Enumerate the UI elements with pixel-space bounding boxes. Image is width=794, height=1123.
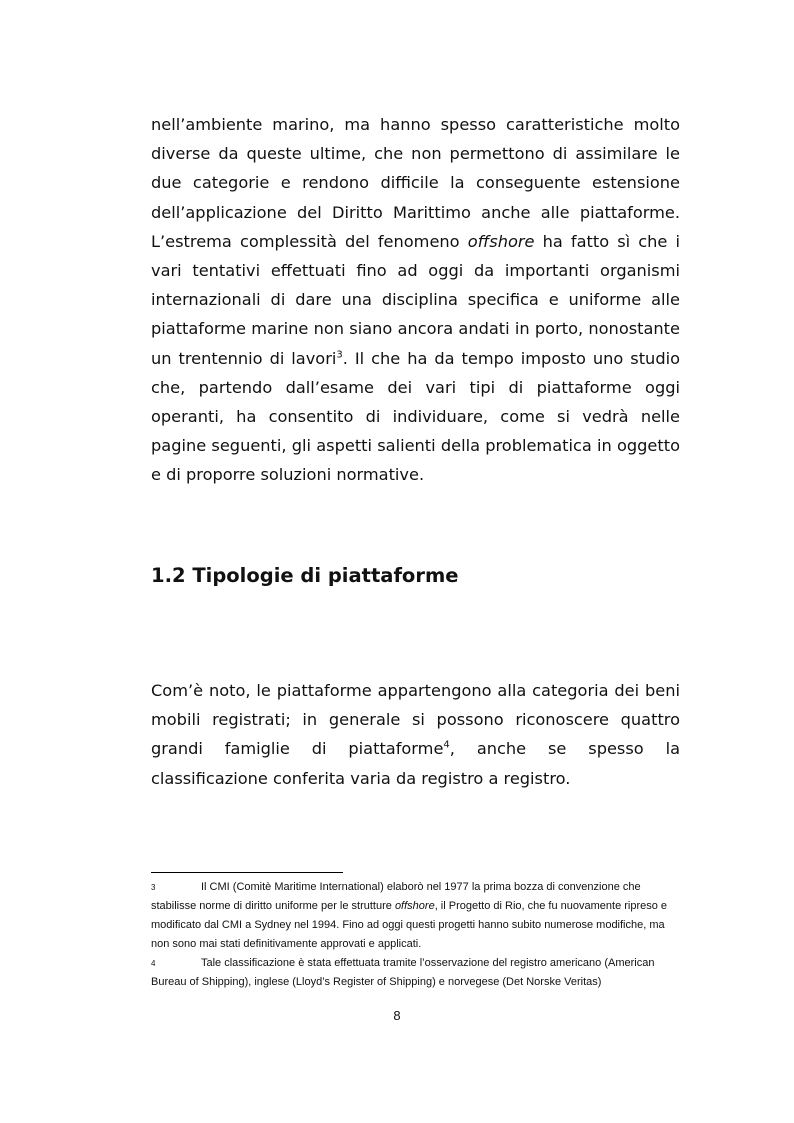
- footnote-3: [151, 878, 680, 954]
- paragraph-text: . Il che ha da tempo imposto uno studio che, partendo dall’esame dei vari tipi di piattaforme oggi operanti, ha consentito di individuare, come si vedrà nelle pagine seguenti, gli aspetti salienti della problematica in oggetto e di proporre soluzioni normative.: [151, 348, 680, 485]
- body-paragraph-1: [151, 110, 680, 490]
- italic-term: offshore: [467, 231, 535, 251]
- footnote-4: [151, 954, 680, 992]
- section-heading: 1.2 Tipologie di piattaforme: [151, 564, 459, 587]
- paragraph-text: , anche se spesso la classificazione conferita varia da registro a registro.: [151, 739, 680, 788]
- page-number: 8: [393, 1008, 401, 1023]
- footnotes: [151, 878, 680, 992]
- paragraph-text: ha fatto sì che i vari tentativi effettuati fino ad oggi da importanti organismi internazionali di dare una disciplina specifica e uniforme alle piattaforme marine non siano ancora andati in porto, nonostante un trentennio di lavori: [151, 231, 681, 368]
- footnote-text: Il CMI (Comitè Maritime International) elaborò nel 1977 la prima bozza di convenzione che stabilisse norme di diritto uniforme per le strutture: [151, 881, 641, 912]
- footnote-text: Tale classificazione è stata effettuata tramite l’osservazione del registro americano (American Bureau of Shipping), inglese (Lloyd’s Register of Shipping) e norvegese (Det Norske Veritas): [151, 957, 655, 988]
- footnote-ref-3: 3: [336, 349, 343, 361]
- paragraph-text: Com’è noto, le piattaforme appartengono alla categoria dei beni mobili registrati; in generale si possono riconoscere quattro grandi famiglie di piattaforme: [151, 681, 680, 759]
- body-paragraph-2: [151, 676, 680, 793]
- footnote-separator: [151, 872, 343, 873]
- footnote-text: , il Progetto di Rio, che fu nuovamente ripreso e modificato dal CMI a Sydney nel 1994. Fino ad oggi questi progetti hanno subito numerose modifiche, ma non sono mai stati definitivamente approvati e applicati.: [151, 900, 668, 950]
- italic-term: offshore: [394, 900, 435, 912]
- footnote-number: 4: [151, 959, 156, 968]
- footnote-number: 3: [151, 883, 156, 892]
- paragraph-text: nell’ambiente marino, ma hanno spesso caratteristiche molto diverse da queste ultime, che non permettono di assimilare le due categorie e rendono difficile la conseguente estensione dell’applicazione del Diritto Marittimo anche alle piattaforme. L’estrema complessità del fenomeno: [151, 115, 680, 251]
- footnote-ref-4: 4: [443, 740, 450, 752]
